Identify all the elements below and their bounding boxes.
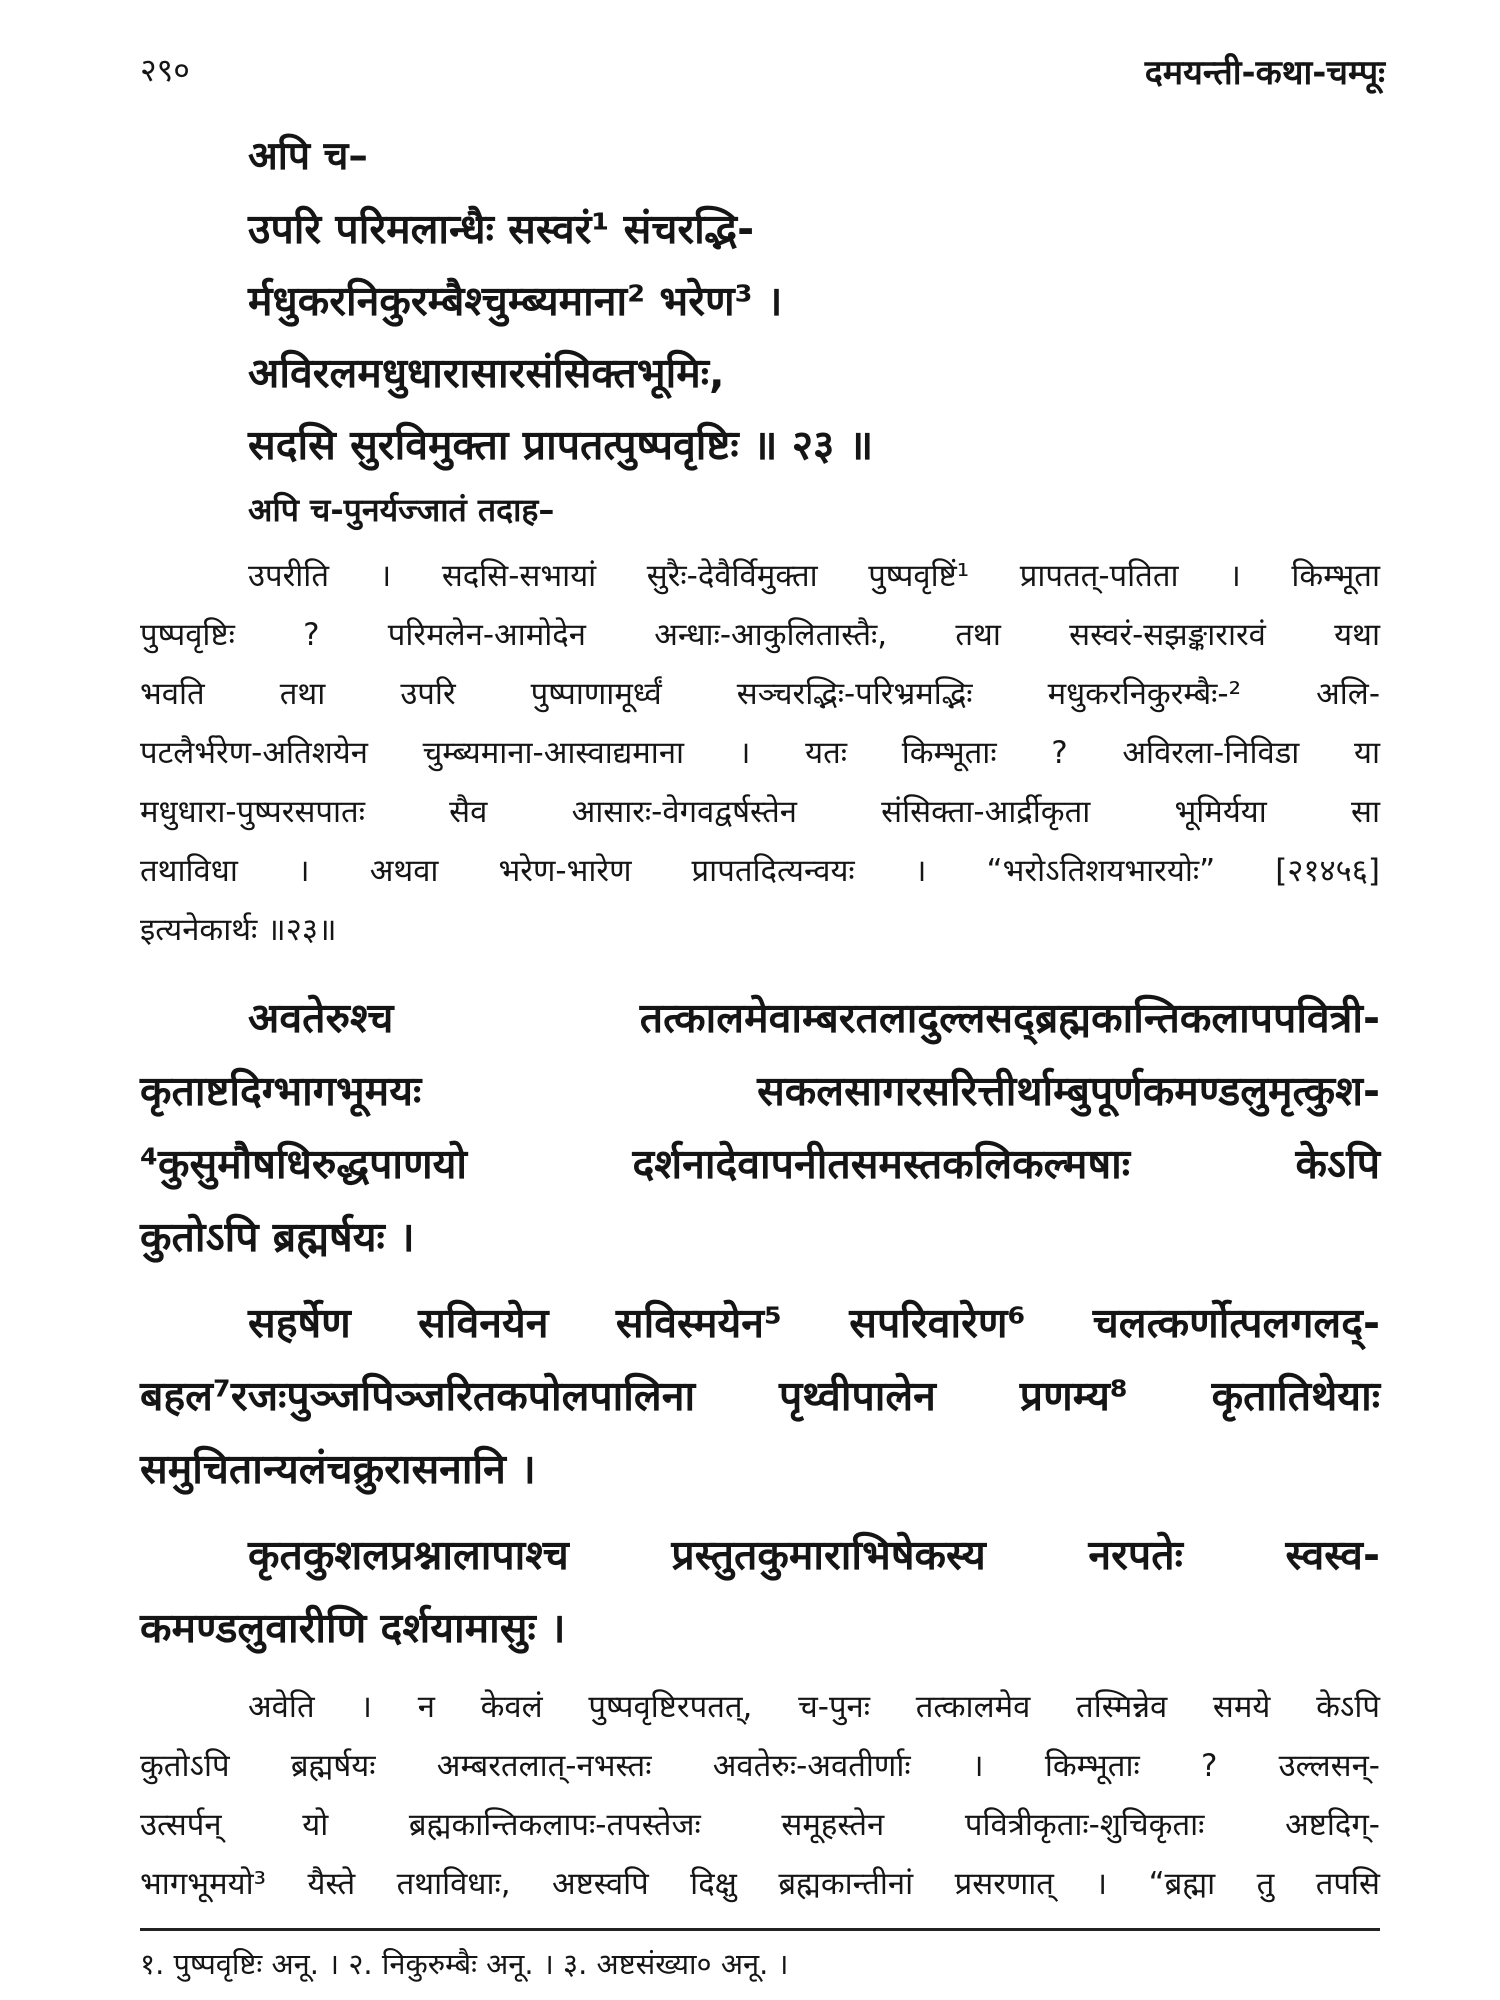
prose-line: समुचितान्यलंचक्रुरासनानि । bbox=[140, 1445, 536, 1493]
commentary-line: उत्सर्पन् यो ब्रह्मकान्तिकलापः-तपस्तेजः समूहस्तेन पवित्रीकृताः-शुचिकृताः अष्टदिग्- bbox=[140, 1807, 1380, 1843]
prose-line: अवतेरुश्च तत्कालमेवाम्बरतलादुल्लसद्ब्रह्मकान्तिकलापपवित्री- bbox=[248, 994, 1380, 1042]
verse-intro: अपि च– bbox=[248, 134, 368, 179]
prose-line: कृताष्टदिग्भागभूमयः सकलसागरसरित्तीर्थाम्बुपूर्णकमण्डलुमृत्कुश- bbox=[140, 1067, 1380, 1115]
commentary-line: भागभूमयो³ यैस्ते तथाविधाः, अष्टस्वपि दिक्षु ब्रह्मकान्तीनां प्रसरणात् । “ब्रह्मा तु तपसि bbox=[140, 1866, 1380, 1902]
footnotes: १. पुष्पवृष्टिः अनू. । २. निकुरुम्बैः अनू. । ३. अष्टसंख्या० अनू. । bbox=[140, 1947, 789, 1981]
verse-line: अविरलमधुधारासारसंसिक्तभूमिः, bbox=[248, 349, 725, 397]
verse-line: सदसि सुरविमुक्ता प्रापतत्पुष्पवृष्टिः ॥ २३ ॥ bbox=[248, 421, 874, 469]
prose-line: कृतकुशलप्रश्नालापाश्च प्रस्तुतकुमाराभिषेकस्य नरपतेः स्वस्व- bbox=[248, 1531, 1380, 1579]
commentary-line: भवति तथा उपरि पुष्पाणामूर्ध्वं सञ्चरद्भिः-परिभ्रमद्भिः मधुकरनिकुरम्बैः-² अलि- bbox=[140, 676, 1380, 712]
commentary-line: मधुधारा-पुष्परसपातः सैव आसारः-वेगवद्वर्षस्तेन संसिक्ता-आर्द्रीकृता भूमिर्यया सा bbox=[140, 794, 1380, 830]
commentary-line: इत्यनेकार्थः ॥२३॥ bbox=[140, 912, 337, 948]
running-title: दमयन्ती-कथा-चम्पूः bbox=[1144, 53, 1385, 93]
prose-line: सहर्षेण सविनयेन सविस्मयेन⁵ सपरिवारेण⁶ चलत्कर्णोत्पलगलद्- bbox=[248, 1299, 1380, 1347]
verse-line: र्मधुकरनिकुरम्बैश्चुम्ब्यमाना² भरेण³ । bbox=[248, 277, 783, 325]
commentary-line: कुतोऽपि ब्रह्मर्षयः अम्बरतलात्-नभस्तः अवतेरुः-अवतीर्णाः । किम्भूताः ? उल्लसन्- bbox=[140, 1748, 1380, 1784]
prose-line: ⁴कुसुमौषधिरुद्धपाणयो दर्शनादेवापनीतसमस्तकलिकल्मषाः केऽपि bbox=[140, 1140, 1380, 1188]
commentary-line: पुष्पवृष्टिः ? परिमलेन-आमोदेन अन्धाः-आकुलितास्तैः, तथा सस्वरं-सझङ्कारारवं यथा bbox=[140, 617, 1380, 653]
prose-line: बहल⁷रजःपुञ्जपिञ्जरितकपोलपालिना पृथ्वीपालेन प्रणम्य⁸ कृतातिथेयाः bbox=[140, 1372, 1380, 1420]
commentary-line: उपरीति । सदसि-सभायां सुरैः-देवैर्विमुक्ता पुष्पवृष्टिं¹ प्रापतत्-पतिता । किम्भूता bbox=[248, 558, 1380, 594]
page-number: २९० bbox=[140, 51, 190, 89]
commentary-line: तथाविधा । अथवा भरेण-भारेण प्रापतदित्यन्वयः । “भरोऽतिशयभारयोः” [२१४५६] bbox=[140, 853, 1380, 889]
footnote-rule bbox=[140, 1928, 1380, 1931]
commentary-heading: अपि च-पुनर्यज्जातं तदाह– bbox=[248, 491, 555, 529]
commentary-line: अवेति । न केवलं पुष्पवृष्टिरपतत्, च-पुनः तत्कालमेव तस्मिन्नेव समये केऽपि bbox=[248, 1689, 1380, 1725]
prose-line: कुतोऽपि ब्रह्मर्षयः । bbox=[140, 1213, 415, 1261]
prose-line: कमण्डलुवारीणि दर्शयामासुः । bbox=[140, 1604, 566, 1652]
commentary-line: पटलैर्भरेण-अतिशयेन चुम्ब्यमाना-आस्वाद्यमाना । यतः किम्भूताः ? अविरला-निविडा या bbox=[140, 735, 1380, 771]
verse-line: उपरि परिमलान्धैः सस्वरं¹ संचरद्भि- bbox=[248, 205, 755, 253]
